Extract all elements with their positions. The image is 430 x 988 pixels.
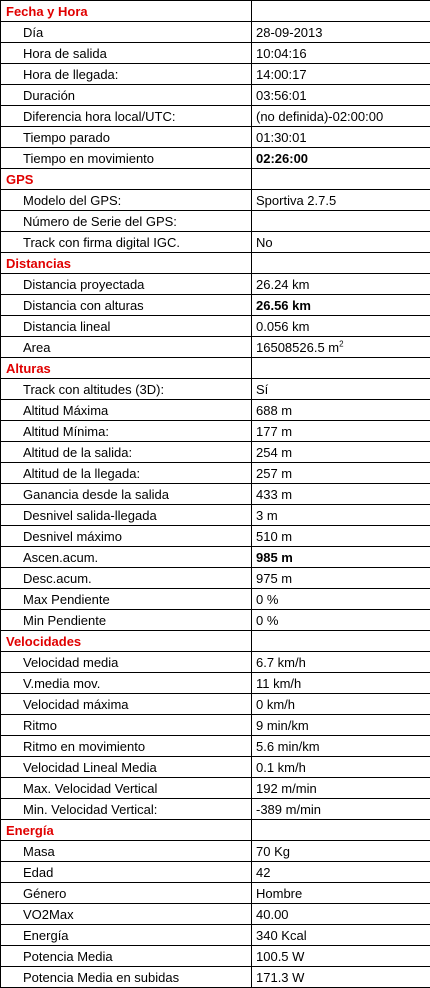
row-value-text: 100.5 W [256, 949, 304, 964]
table-row [1, 589, 430, 610]
table-row [1, 190, 430, 211]
row-value [252, 85, 430, 106]
row-value [252, 673, 430, 694]
row-value-text: 0.1 km/h [256, 760, 306, 775]
row-label: Velocidad Lineal Media [1, 757, 252, 778]
table-row [1, 946, 430, 967]
table-row [1, 43, 430, 64]
row-label: Duración [1, 85, 252, 106]
row-value [252, 106, 430, 127]
row-value-text: 688 m [256, 403, 292, 418]
row-label: VO2Max [1, 904, 252, 925]
row-label: Min Pendiente [1, 610, 252, 631]
table-row [1, 547, 430, 568]
row-value [252, 778, 430, 799]
table-row [1, 295, 430, 316]
table-row [1, 799, 430, 820]
section-header-distancias [1, 253, 430, 274]
table-row [1, 652, 430, 673]
row-value-text: 433 m [256, 487, 292, 502]
row-value [252, 967, 430, 988]
section-header-alturas [1, 358, 430, 379]
row-value [252, 211, 430, 232]
row-value [252, 799, 430, 820]
table-row [1, 736, 430, 757]
row-value [252, 232, 430, 253]
row-label: Track con firma digital IGC. [1, 232, 252, 253]
row-label: Potencia Media [1, 946, 252, 967]
section-title: Alturas [1, 358, 252, 379]
table-row [1, 610, 430, 631]
row-value [252, 127, 430, 148]
row-value-text: 510 m [256, 529, 292, 544]
table-row [1, 421, 430, 442]
row-value [252, 946, 430, 967]
row-value-text: 0.056 km [256, 319, 309, 334]
row-label: Distancia lineal [1, 316, 252, 337]
row-value [252, 736, 430, 757]
row-label: Distancia con alturas [1, 295, 252, 316]
section-title: GPS [1, 169, 252, 190]
row-value-text: Hombre [256, 886, 302, 901]
table-row [1, 400, 430, 421]
row-value-text: (no definida)-02:00:00 [256, 109, 383, 124]
section-header-empty-cell [252, 253, 430, 274]
row-label: Velocidad máxima [1, 694, 252, 715]
row-label: Día [1, 22, 252, 43]
row-label: Tiempo parado [1, 127, 252, 148]
row-value-text: 6.7 km/h [256, 655, 306, 670]
row-value [252, 652, 430, 673]
row-label: Hora de llegada: [1, 64, 252, 85]
row-value [252, 568, 430, 589]
section-header-empty-cell [252, 1, 430, 22]
row-value-text: 0 % [256, 592, 278, 607]
row-label: Min. Velocidad Vertical: [1, 799, 252, 820]
section-title: Distancias [1, 253, 252, 274]
row-value-text: 28-09-2013 [256, 25, 323, 40]
table-row [1, 274, 430, 295]
table-row [1, 526, 430, 547]
table-row [1, 925, 430, 946]
row-value-text: 03:56:01 [256, 88, 307, 103]
table-row [1, 862, 430, 883]
row-value-text: No [256, 235, 273, 250]
row-value-text: 02:26:00 [256, 151, 308, 166]
row-value-text: 10:04:16 [256, 46, 307, 61]
row-value-text: Sportiva 2.7.5 [256, 193, 336, 208]
row-label: Altitud Máxima [1, 400, 252, 421]
table-row [1, 85, 430, 106]
row-value [252, 274, 430, 295]
row-label: V.media mov. [1, 673, 252, 694]
row-label: Número de Serie del GPS: [1, 211, 252, 232]
row-label: Masa [1, 841, 252, 862]
row-value-text: 70 Kg [256, 844, 290, 859]
row-label: Potencia Media en subidas [1, 967, 252, 988]
row-label: Desnivel máximo [1, 526, 252, 547]
row-label: Altitud Mínima: [1, 421, 252, 442]
row-value-text: 340 Kcal [256, 928, 307, 943]
row-value [252, 316, 430, 337]
row-label: Edad [1, 862, 252, 883]
row-label: Ascen.acum. [1, 547, 252, 568]
row-value-text: 26.24 km [256, 277, 309, 292]
row-value [252, 841, 430, 862]
row-value [252, 421, 430, 442]
table-row [1, 967, 430, 988]
row-label: Energía [1, 925, 252, 946]
row-value-text: Sí [256, 382, 268, 397]
table-row [1, 442, 430, 463]
row-value-text: 0 % [256, 613, 278, 628]
row-label: Altitud de la llegada: [1, 463, 252, 484]
row-label: Género [1, 883, 252, 904]
row-value-text: 985 m [256, 550, 293, 565]
row-value-text: 40.00 [256, 907, 289, 922]
table-row [1, 778, 430, 799]
section-header-fecha-y-hora [1, 1, 430, 22]
table-row [1, 127, 430, 148]
row-value [252, 925, 430, 946]
section-title: Velocidades [1, 631, 252, 652]
row-value [252, 526, 430, 547]
table-row [1, 316, 430, 337]
row-label: Modelo del GPS: [1, 190, 252, 211]
row-label: Ganancia desde la salida [1, 484, 252, 505]
row-label: Hora de salida [1, 43, 252, 64]
row-value [252, 883, 430, 904]
row-value-text: 254 m [256, 445, 292, 460]
row-value [252, 148, 430, 169]
row-value [252, 43, 430, 64]
row-value [252, 904, 430, 925]
row-value-text: 257 m [256, 466, 292, 481]
table-row [1, 106, 430, 127]
row-value [252, 295, 430, 316]
section-header-empty-cell [252, 358, 430, 379]
row-value [252, 463, 430, 484]
row-value [252, 589, 430, 610]
table-row [1, 211, 430, 232]
section-header-gps [1, 169, 430, 190]
row-value [252, 337, 430, 358]
table-row [1, 232, 430, 253]
table-row [1, 673, 430, 694]
row-label: Desc.acum. [1, 568, 252, 589]
row-label: Track con altitudes (3D): [1, 379, 252, 400]
table-row [1, 904, 430, 925]
table-row [1, 715, 430, 736]
row-value-superscript: 2 [339, 339, 343, 348]
row-value [252, 505, 430, 526]
table-row [1, 505, 430, 526]
table-row [1, 484, 430, 505]
row-value-text: 26.56 km [256, 298, 311, 313]
row-label: Ritmo en movimiento [1, 736, 252, 757]
row-value-text: 0 km/h [256, 697, 295, 712]
row-value-text: 171.3 W [256, 970, 304, 985]
row-value-text: 42 [256, 865, 270, 880]
row-value-text: 11 km/h [256, 676, 301, 691]
table-row [1, 22, 430, 43]
row-value [252, 379, 430, 400]
table-row [1, 379, 430, 400]
row-value [252, 64, 430, 85]
section-header-empty-cell [252, 169, 430, 190]
row-value-text: 5.6 min/km [256, 739, 320, 754]
table-row [1, 757, 430, 778]
table-row [1, 64, 430, 85]
table-row [1, 568, 430, 589]
row-label: Altitud de la salida: [1, 442, 252, 463]
row-value [252, 190, 430, 211]
row-value-text: 3 m [256, 508, 278, 523]
row-label: Velocidad media [1, 652, 252, 673]
table-row [1, 148, 430, 169]
section-title: Energía [1, 820, 252, 841]
row-value-text: -389 m/min [256, 802, 321, 817]
row-value-text: 16508526.5 m [256, 340, 339, 355]
row-label: Tiempo en movimiento [1, 148, 252, 169]
table-row [1, 883, 430, 904]
row-value [252, 715, 430, 736]
table-body [1, 1, 430, 988]
row-value [252, 484, 430, 505]
row-value-text: 01:30:01 [256, 130, 307, 145]
table-row [1, 463, 430, 484]
section-header-velocidades [1, 631, 430, 652]
row-label: Max Pendiente [1, 589, 252, 610]
row-value-text: 9 min/km [256, 718, 309, 733]
section-header-empty-cell [252, 820, 430, 841]
row-label: Diferencia hora local/UTC: [1, 106, 252, 127]
row-value [252, 400, 430, 421]
row-value-text: 177 m [256, 424, 292, 439]
section-header-empty-cell [252, 631, 430, 652]
row-label: Area [1, 337, 252, 358]
row-value [252, 22, 430, 43]
row-label: Max. Velocidad Vertical [1, 778, 252, 799]
table-row [1, 694, 430, 715]
row-value-text: 192 m/min [256, 781, 317, 796]
row-value-text: 14:00:17 [256, 67, 307, 82]
row-label: Ritmo [1, 715, 252, 736]
row-value [252, 757, 430, 778]
table-row [1, 337, 430, 358]
row-value [252, 547, 430, 568]
row-value [252, 610, 430, 631]
section-title: Fecha y Hora [1, 1, 252, 22]
row-value-text: 975 m [256, 571, 292, 586]
row-label: Desnivel salida-llegada [1, 505, 252, 526]
row-value [252, 442, 430, 463]
row-value [252, 694, 430, 715]
row-label: Distancia proyectada [1, 274, 252, 295]
table-row [1, 841, 430, 862]
row-value [252, 862, 430, 883]
section-header-energia [1, 820, 430, 841]
